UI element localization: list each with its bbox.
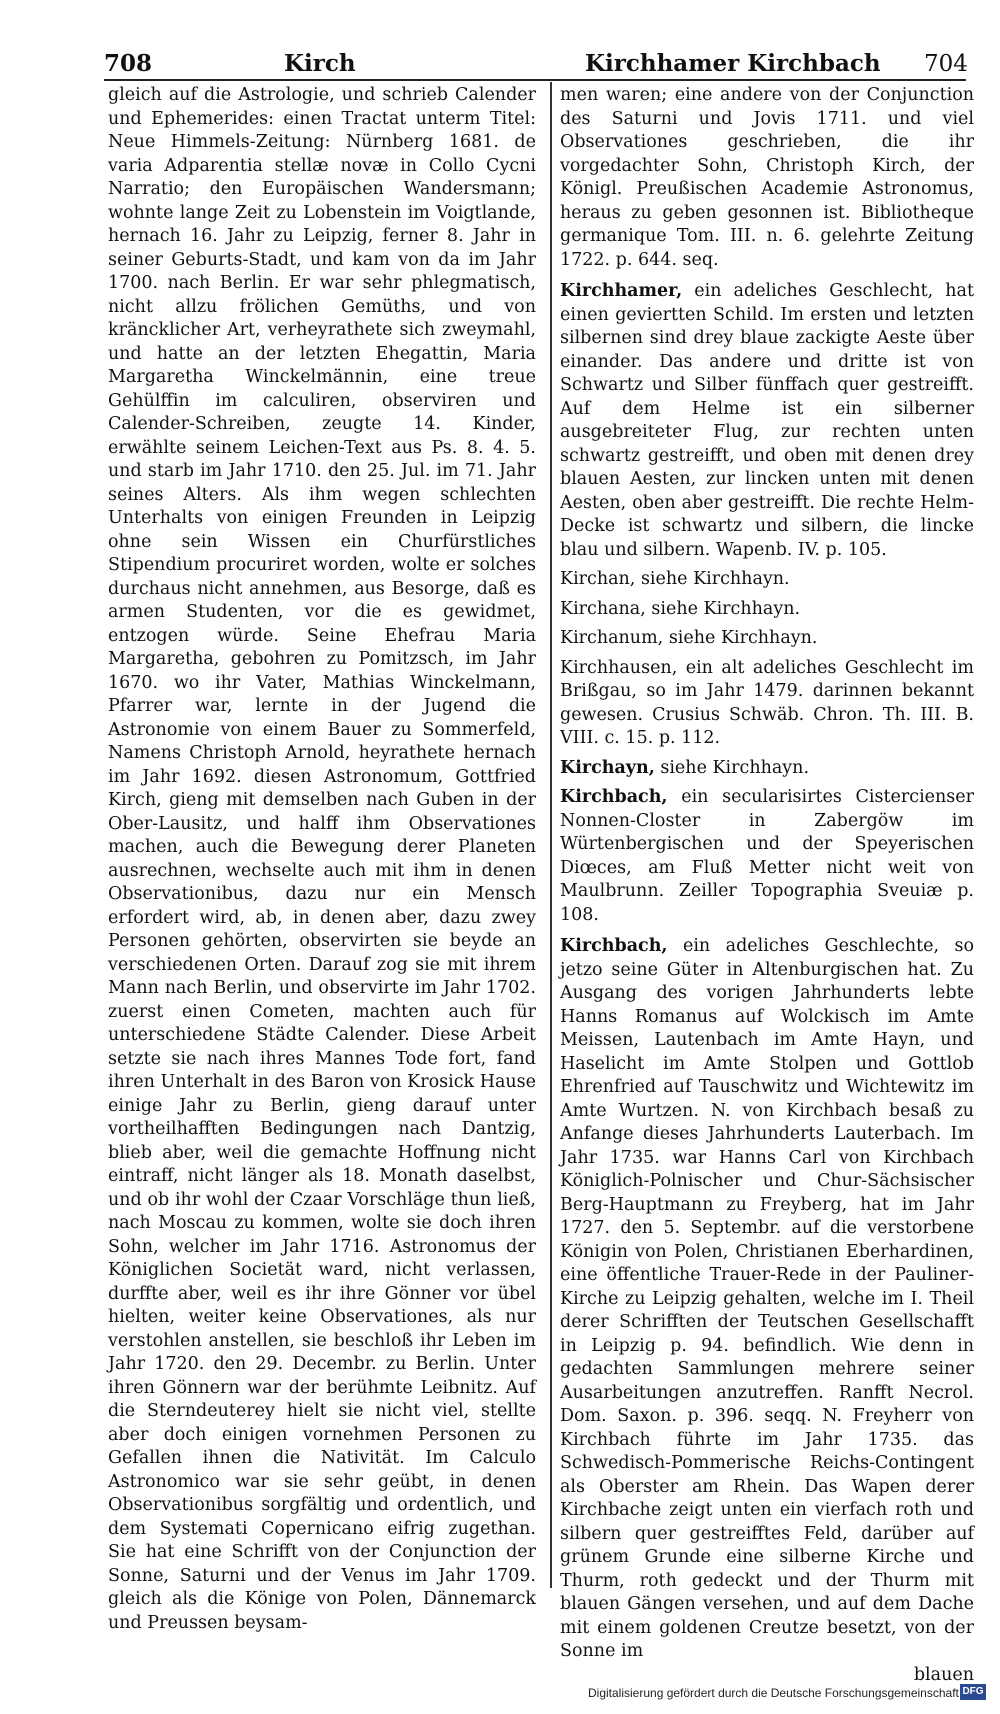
entry-text: ein adeliches Geschlechte, so jetzo seine Güter in Altenburgischen hat. Zu Ausgang des vorigen Jahrhunderts lebte Hanns Romanus auf Wolckisch im Amte Meissen, Lautenbach im Amte Hayn, und Haselicht im Amte Stolpen und Gottlob Ehrenfried auf Tauschwitz und Wichtewitz im Amte Wurtzen. N. von Kirchbach besaß zu Anfange dieses Jahrhunderts Lauterbach. Im Jahr 1735. war Hanns Carl von Kirchbach Königlich-Polnischer und Chur-Sächsischer Berg-Hauptmann zu Freyberg, hat im Jahr 1727. den 5. Septembr. auf die verstorbene Königin von Polen, Christianen Eberhardinen, eine öffentliche Trauer-Rede in der Pauliner-Kirche zu Leipzig gehalten, welche im I. Theil derer Schrifften der Teutschen Gesellschafft in Leipzig p. 94. befindlich. Wie denn in gedachten Sammlungen mehrere seiner Ausarbeitungen anzutreffen. Ranfft Necrol. Dom. Saxon. p. 396. seqq. N. Freyherr von Kirchbach führte im Jahr 1735. das Schwedisch-Pommerische Reichs-Contingent als Oberster am Rhein. Das Wapen derer Kirchbache zeigt unten ein vierfach roth und silbern quer gestreifftes Feld, darüber auf grünem Grunde eine silberne Kirche und Thurm, roth gedeckt und der Thurm mit blauen Gängen versehen, und auf dem Dache mit einem goldenen Creutze besetzt, von der Sonne im — [560, 936, 974, 1661]
entry-kirchana — [560, 598, 974, 622]
entry-lemma: Kirchanum, — [560, 628, 664, 648]
entry-text: siehe Kirchhayn. — [660, 757, 810, 778]
entry-kirchbach-closter — [560, 786, 974, 927]
entry-kirchhamer — [560, 280, 974, 562]
entry-kirchhausen — [560, 657, 974, 751]
entry-lemma: Kirchana, — [560, 598, 646, 619]
entry-lemma: Kirchbach, — [560, 936, 668, 956]
entry-lemma: Kirchhamer, — [560, 281, 683, 301]
entry-text: siehe Kirchhayn. — [640, 569, 790, 589]
page-number-right: 704 — [924, 51, 968, 77]
entry-text: ein adeliches Geschlecht, hat einen geviertten Schild. Im ersten und letzten silbernen sind drey blaue zackigte Aeste über einander. Das andere und dritte ist von Schwartz und Silber fünffach quer gestreifft. Auf dem Helme ist ein silberner ausgebreiteter Flug, zur rechten unten schwartz gestreifft, und oben mit denen drey blauen Aesten, zur lincken unten mit denen Aesten, oben aber gestreifft. Die rechte Helm-Decke ist schwartz und silbern, die lincke blau und silbern. Wapenb. IV. p. 105. — [560, 281, 974, 560]
entry-lemma: Kirchan, — [560, 569, 636, 589]
left-column-text: gleich auf die Astrologie, und schrieb Calender und Ephemerides: einen Tractat unterm Titel: Neue Himmels-Zeitung: Nürnberg 1681. de varia Adparentia stellæ novæ in Collo Cycni Narratio; den Europäischen Wandersmann; wohnte lange Zeit zu Lobenstein im Voigtlande, hernach 16. Jahr zu Leipzig, ferner 8. Jahr in seiner Geburts-Stadt, und kam von da im Jahr 1700. nach Berlin. Er war sehr phlegmatisch, nicht allzu frölichen Gemüths, und von kräncklicher Art, verheyrathete sich zweymahl, und hatte an der letzten Ehegattin, Maria Margaretha Winckelmännin, eine treue Gehülffin im calculiren, observiren und Calender-Schreiben, zeugte 14. Kinder, erwählte seinem Leichen-Text aus Ps. 8. 4. 5. und starb im Jahr 1710. den 25. Jul. im 71. Jahr seines Alters. Als ihm wegen schlechten Unterhalts von einigen Freunden in Leipzig ohne sein Wissen ein Churfürstliches Stipendium procuriret worden, wolte er solches durchaus nicht annehmen, aus Besorge, daß es armen Studenten, vor die es gewidmet, entzogen würde. Seine Ehefrau Maria Margaretha, gebohren zu Pomitzsch, im Jahr 1670. wo ihr Vater, Mathias Winckelmann, Pfarrer war, lernte in der Jugend die Astronomie von einem Bauer zu Sommerfeld, Namens Christoph Arnold, heyrathete hernach im Jahr 1692. diesen Astronomum, Gottfried Kirch, gieng mit demselben nach Guben in der Ober-Lausitz, und halff ihm Observationes machen, auch die Bewegung derer Planeten ausrechnen, wechselte auch mit ihm in denen Observationibus, dazu nur ein Mensch erfordert wird, ab, in denen aber, dazu zwey Personen gehörten, observirten sie beyde an verschiedenen Orten. Darauf zog sie mit ihrem Mann nach Berlin, und observirte im Jahr 1702. zuerst einen Cometen, machten auch für unterschiedene Städte Calender. Diese Arbeit setzte sie nach ihres Mannes Tode fort, fand ihren Unterhalt in des Baron von Krosick Hause einige Jahr zu Berlin, gieng darauf unter vortheilhafften Bedingungen nach Dantzig, blieb aber, weil die gemachte Hoffnung nicht eintraff, nicht länger als 18. Monath daselbst, und ob ihr wohl der Czaar Vorschläge thun ließ, nach Moscau zu kommen, wolte sie doch ihren Sohn, welcher im Jahr 1716. Astronomus der Königlichen Societät ward, nicht verlassen, durffte aber, weil es ihr ihre Gönner vor übel hielten, weiter keine Observationes, als nur verstohlen anstellen, sie beschloß ihr Leben im Jahr 1720. den 29. Decembr. zu Berlin. Unter ihren Gönnern war der berühmte Leibnitz. Auf die Sterndeuterey hielt sie nicht viel, stellte aber doch einigen vornehmen Personen zu Gefallen ihnen die Nativität. Im Calculo Astronomico war sie sehr geübt, in denen Observationibus sorgfältig und ordentlich, und dem Systemati Copernicano eifrig zugethan. Sie hat eine Schrifft von der Conjunction der Sonne, Saturni und der Venus im Jahr 1709. gleich als die Könige von Polen, Dännemarck und Preussen beysam- — [108, 85, 536, 1633]
entry-text: ein alt adeliches Geschlecht im Brißgau, so im Jahr 1479. darinnen bekannt gewesen. Crusius Schwäb. Chron. Th. III. B. VIII. c. 15. p. 112. — [560, 657, 974, 748]
dfg-logo: DFG — [960, 1684, 986, 1700]
header-rule — [104, 79, 966, 81]
running-head-left: Kirch — [284, 50, 356, 77]
entry-text: siehe Kirchhayn. — [668, 628, 818, 648]
running-head-right: Kirchhamer Kirchbach — [585, 50, 881, 77]
page-number-left: 708 — [104, 50, 153, 77]
entry-kirchbach-geschlecht — [560, 935, 974, 1664]
catchword: blauen — [913, 1664, 974, 1685]
continuation-paragraph: men waren; eine andere von der Conjunction des Saturni und Jovis 1711. und viel Observationes geschrieben, die ihr vorgedachter Sohn, Christoph Kirch, der Königl. Preußischen Academie Astronomus, heraus zu geben gesonnen ist. Bibliotheque germanique Tom. III. n. 6. gelehrte Zeitung 1722. p. 644. seq. — [560, 85, 974, 270]
left-column — [108, 84, 536, 1633]
entry-text: ein secularisirtes Cistercienser Nonnen-Closter in Zabergöw im Würtenbergischen und der Speyerischen Diœces, am Fluß Metter nicht weit von Maulbrunn. Zeiller Topographia Sveuiæ p. 108. — [560, 787, 974, 925]
entry-kirchanum — [560, 627, 974, 651]
entry-lemma: Kirchayn, — [560, 757, 655, 778]
right-column — [560, 84, 974, 1712]
entry-text: siehe Kirchhayn. — [651, 598, 801, 619]
entry-lemma: Kirchbach, — [560, 787, 668, 807]
column-divider — [550, 82, 552, 1588]
entry-lemma: Kirchhausen, — [560, 657, 678, 678]
entry-kirchayn — [560, 757, 974, 781]
entry-kirchan — [560, 568, 974, 592]
digitization-credit: Digitalisierung gefördert durch die Deutsche Forschungsgemeinschaft — [588, 1686, 959, 1700]
